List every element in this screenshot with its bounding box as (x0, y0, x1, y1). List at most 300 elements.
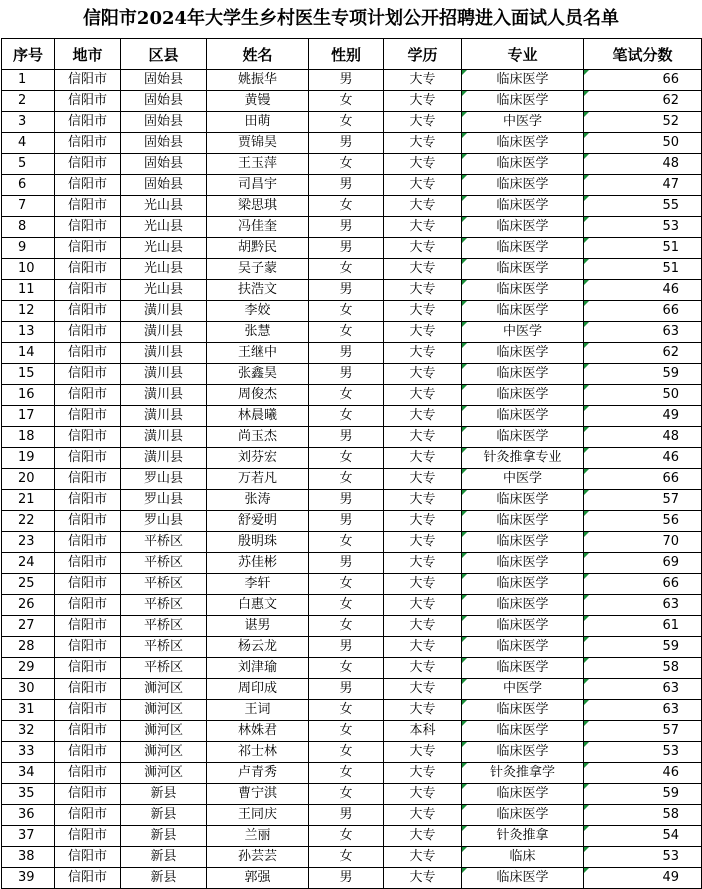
cell-seq: 3 (2, 112, 55, 133)
cell-name: 刘津瑜 (207, 658, 309, 679)
cell-name: 贾锦昊 (207, 133, 309, 154)
cell-county: 固始县 (121, 175, 207, 196)
cell-county: 光山县 (121, 259, 207, 280)
cell-gender: 女 (309, 616, 384, 637)
cell-education: 大专 (384, 679, 462, 700)
cell-name: 张鑫昊 (207, 364, 309, 385)
header-city: 地市 (55, 39, 121, 70)
cell-city: 信阳市 (55, 658, 121, 679)
cell-gender: 女 (309, 259, 384, 280)
cell-seq: 28 (2, 637, 55, 658)
cell-seq: 8 (2, 217, 55, 238)
cell-county: 新县 (121, 805, 207, 826)
cell-major: 临床医学 (462, 133, 584, 154)
candidate-table (1, 38, 702, 889)
cell-education: 大专 (384, 490, 462, 511)
table-row (2, 280, 702, 301)
cell-education: 大专 (384, 385, 462, 406)
cell-education: 大专 (384, 427, 462, 448)
cell-name: 卢青秀 (207, 763, 309, 784)
cell-seq: 24 (2, 553, 55, 574)
cell-major: 临床医学 (462, 175, 584, 196)
cell-gender: 男 (309, 805, 384, 826)
cell-score: 48 (584, 427, 702, 448)
cell-gender: 女 (309, 700, 384, 721)
cell-education: 大专 (384, 133, 462, 154)
cell-major: 临床医学 (462, 217, 584, 238)
cell-score: 66 (584, 469, 702, 490)
table-row (2, 448, 702, 469)
cell-city: 信阳市 (55, 259, 121, 280)
cell-major: 临床医学 (462, 259, 584, 280)
cell-education: 大专 (384, 763, 462, 784)
cell-gender: 女 (309, 322, 384, 343)
table-row (2, 427, 702, 448)
cell-seq: 7 (2, 196, 55, 217)
header-gender: 性别 (309, 39, 384, 70)
cell-name: 田萌 (207, 112, 309, 133)
cell-education: 大专 (384, 658, 462, 679)
table-row (2, 364, 702, 385)
cell-county: 固始县 (121, 133, 207, 154)
cell-education: 大专 (384, 154, 462, 175)
cell-name: 兰丽 (207, 826, 309, 847)
cell-city: 信阳市 (55, 196, 121, 217)
cell-name: 苏佳彬 (207, 553, 309, 574)
cell-gender: 男 (309, 637, 384, 658)
cell-seq: 15 (2, 364, 55, 385)
cell-seq: 31 (2, 700, 55, 721)
cell-name: 郭强 (207, 868, 309, 889)
cell-county: 光山县 (121, 238, 207, 259)
cell-education: 大专 (384, 175, 462, 196)
cell-name: 王同庆 (207, 805, 309, 826)
cell-score: 46 (584, 448, 702, 469)
table-row (2, 532, 702, 553)
cell-name: 王词 (207, 700, 309, 721)
cell-county: 平桥区 (121, 658, 207, 679)
cell-name: 周印成 (207, 679, 309, 700)
cell-city: 信阳市 (55, 595, 121, 616)
cell-score: 63 (584, 679, 702, 700)
cell-gender: 女 (309, 595, 384, 616)
cell-county: 潢川县 (121, 406, 207, 427)
cell-major: 临床医学 (462, 868, 584, 889)
cell-score: 58 (584, 658, 702, 679)
cell-county: 新县 (121, 868, 207, 889)
cell-score: 66 (584, 70, 702, 91)
cell-major: 临床医学 (462, 70, 584, 91)
cell-county: 罗山县 (121, 490, 207, 511)
cell-county: 浉河区 (121, 679, 207, 700)
cell-education: 大专 (384, 91, 462, 112)
table-row (2, 511, 702, 532)
cell-gender: 女 (309, 721, 384, 742)
cell-score: 63 (584, 322, 702, 343)
cell-city: 信阳市 (55, 868, 121, 889)
cell-name: 舒爱明 (207, 511, 309, 532)
table-row (2, 784, 702, 805)
cell-major: 临床医学 (462, 427, 584, 448)
cell-score: 54 (584, 826, 702, 847)
cell-city: 信阳市 (55, 763, 121, 784)
cell-education: 大专 (384, 637, 462, 658)
cell-county: 罗山县 (121, 511, 207, 532)
cell-name: 王继中 (207, 343, 309, 364)
cell-gender: 男 (309, 217, 384, 238)
cell-city: 信阳市 (55, 616, 121, 637)
cell-gender: 女 (309, 574, 384, 595)
cell-seq: 5 (2, 154, 55, 175)
cell-major: 临床医学 (462, 721, 584, 742)
cell-city: 信阳市 (55, 805, 121, 826)
cell-seq: 36 (2, 805, 55, 826)
cell-gender: 女 (309, 742, 384, 763)
cell-county: 平桥区 (121, 616, 207, 637)
cell-major: 临床医学 (462, 364, 584, 385)
cell-seq: 6 (2, 175, 55, 196)
cell-score: 59 (584, 784, 702, 805)
table-row (2, 742, 702, 763)
table-row (2, 763, 702, 784)
table-row (2, 616, 702, 637)
cell-county: 潢川县 (121, 343, 207, 364)
cell-seq: 22 (2, 511, 55, 532)
table-row (2, 658, 702, 679)
cell-name: 周俊杰 (207, 385, 309, 406)
cell-gender: 女 (309, 763, 384, 784)
cell-score: 53 (584, 742, 702, 763)
cell-seq: 34 (2, 763, 55, 784)
cell-county: 平桥区 (121, 637, 207, 658)
cell-score: 48 (584, 154, 702, 175)
cell-city: 信阳市 (55, 301, 121, 322)
cell-major: 临床医学 (462, 637, 584, 658)
cell-seq: 23 (2, 532, 55, 553)
cell-major: 临床医学 (462, 784, 584, 805)
table-row (2, 70, 702, 91)
cell-name: 万若凡 (207, 469, 309, 490)
cell-name: 黄镘 (207, 91, 309, 112)
cell-gender: 女 (309, 847, 384, 868)
cell-gender: 男 (309, 553, 384, 574)
cell-major: 临床 (462, 847, 584, 868)
cell-score: 53 (584, 217, 702, 238)
cell-county: 潢川县 (121, 364, 207, 385)
cell-county: 光山县 (121, 196, 207, 217)
cell-education: 大专 (384, 784, 462, 805)
cell-education: 大专 (384, 805, 462, 826)
cell-city: 信阳市 (55, 70, 121, 91)
cell-city: 信阳市 (55, 343, 121, 364)
cell-education: 大专 (384, 469, 462, 490)
table-row (2, 469, 702, 490)
cell-education: 大专 (384, 847, 462, 868)
cell-education: 大专 (384, 196, 462, 217)
header-name: 姓名 (207, 39, 309, 70)
cell-major: 临床医学 (462, 511, 584, 532)
cell-name: 司昌宇 (207, 175, 309, 196)
table-row (2, 385, 702, 406)
table-row (2, 595, 702, 616)
cell-major: 临床医学 (462, 196, 584, 217)
cell-county: 光山县 (121, 280, 207, 301)
cell-gender: 女 (309, 91, 384, 112)
cell-county: 平桥区 (121, 553, 207, 574)
table-row (2, 574, 702, 595)
cell-seq: 29 (2, 658, 55, 679)
cell-seq: 4 (2, 133, 55, 154)
cell-score: 52 (584, 112, 702, 133)
cell-gender: 男 (309, 427, 384, 448)
cell-name: 梁思琪 (207, 196, 309, 217)
cell-seq: 16 (2, 385, 55, 406)
cell-name: 李轩 (207, 574, 309, 595)
cell-county: 光山县 (121, 217, 207, 238)
cell-name: 王玉萍 (207, 154, 309, 175)
cell-major: 临床医学 (462, 238, 584, 259)
cell-gender: 男 (309, 280, 384, 301)
cell-major: 临床医学 (462, 301, 584, 322)
cell-county: 潢川县 (121, 322, 207, 343)
cell-seq: 21 (2, 490, 55, 511)
cell-city: 信阳市 (55, 238, 121, 259)
header-major: 专业 (462, 39, 584, 70)
cell-city: 信阳市 (55, 700, 121, 721)
cell-seq: 14 (2, 343, 55, 364)
cell-gender: 女 (309, 826, 384, 847)
cell-major: 临床医学 (462, 343, 584, 364)
cell-education: 大专 (384, 238, 462, 259)
cell-seq: 27 (2, 616, 55, 637)
cell-gender: 女 (309, 469, 384, 490)
cell-major: 临床医学 (462, 406, 584, 427)
cell-score: 50 (584, 385, 702, 406)
cell-gender: 男 (309, 70, 384, 91)
cell-gender: 男 (309, 364, 384, 385)
cell-score: 66 (584, 301, 702, 322)
cell-county: 固始县 (121, 91, 207, 112)
cell-seq: 18 (2, 427, 55, 448)
cell-city: 信阳市 (55, 322, 121, 343)
cell-gender: 女 (309, 154, 384, 175)
cell-education: 大专 (384, 406, 462, 427)
cell-name: 胡黔民 (207, 238, 309, 259)
cell-seq: 1 (2, 70, 55, 91)
cell-major: 临床医学 (462, 280, 584, 301)
table-row (2, 259, 702, 280)
cell-major: 针灸推拿专业 (462, 448, 584, 469)
table-row (2, 700, 702, 721)
cell-major: 临床医学 (462, 595, 584, 616)
cell-county: 罗山县 (121, 469, 207, 490)
cell-gender: 男 (309, 175, 384, 196)
cell-education: 大专 (384, 217, 462, 238)
cell-education: 大专 (384, 700, 462, 721)
cell-education: 大专 (384, 595, 462, 616)
cell-county: 新县 (121, 826, 207, 847)
cell-seq: 20 (2, 469, 55, 490)
cell-seq: 19 (2, 448, 55, 469)
cell-city: 信阳市 (55, 637, 121, 658)
cell-name: 扶浩文 (207, 280, 309, 301)
cell-city: 信阳市 (55, 406, 121, 427)
cell-city: 信阳市 (55, 154, 121, 175)
cell-gender: 男 (309, 679, 384, 700)
cell-score: 51 (584, 259, 702, 280)
header-education: 学历 (384, 39, 462, 70)
cell-major: 针灸推拿学 (462, 763, 584, 784)
cell-city: 信阳市 (55, 574, 121, 595)
table-row (2, 133, 702, 154)
cell-major: 中医学 (462, 322, 584, 343)
table-row (2, 91, 702, 112)
cell-score: 62 (584, 343, 702, 364)
cell-score: 66 (584, 574, 702, 595)
cell-education: 大专 (384, 532, 462, 553)
cell-county: 新县 (121, 847, 207, 868)
cell-major: 临床医学 (462, 700, 584, 721)
cell-major: 临床医学 (462, 805, 584, 826)
table-row (2, 805, 702, 826)
cell-seq: 26 (2, 595, 55, 616)
cell-education: 大专 (384, 553, 462, 574)
cell-major: 临床医学 (462, 658, 584, 679)
cell-gender: 男 (309, 343, 384, 364)
cell-score: 49 (584, 868, 702, 889)
cell-seq: 9 (2, 238, 55, 259)
cell-city: 信阳市 (55, 784, 121, 805)
cell-major: 临床医学 (462, 742, 584, 763)
cell-city: 信阳市 (55, 490, 121, 511)
cell-score: 63 (584, 595, 702, 616)
cell-county: 平桥区 (121, 574, 207, 595)
cell-education: 大专 (384, 826, 462, 847)
cell-score: 46 (584, 280, 702, 301)
table-row (2, 406, 702, 427)
cell-city: 信阳市 (55, 280, 121, 301)
cell-major: 临床医学 (462, 91, 584, 112)
cell-name: 李姣 (207, 301, 309, 322)
cell-city: 信阳市 (55, 742, 121, 763)
document-title: 信阳市2024年大学生乡村医生专项计划公开招聘进入面试人员名单 (82, 8, 620, 29)
cell-score: 57 (584, 721, 702, 742)
cell-county: 新县 (121, 784, 207, 805)
cell-score: 58 (584, 805, 702, 826)
cell-gender: 男 (309, 868, 384, 889)
cell-name: 张涛 (207, 490, 309, 511)
cell-city: 信阳市 (55, 721, 121, 742)
cell-city: 信阳市 (55, 553, 121, 574)
cell-education: 大专 (384, 364, 462, 385)
cell-county: 潢川县 (121, 427, 207, 448)
cell-gender: 女 (309, 784, 384, 805)
cell-county: 浉河区 (121, 700, 207, 721)
cell-county: 固始县 (121, 154, 207, 175)
cell-gender: 女 (309, 532, 384, 553)
cell-name: 孙芸芸 (207, 847, 309, 868)
cell-education: 大专 (384, 322, 462, 343)
table-row (2, 238, 702, 259)
cell-education: 大专 (384, 868, 462, 889)
cell-county: 浉河区 (121, 721, 207, 742)
cell-seq: 38 (2, 847, 55, 868)
cell-gender: 男 (309, 490, 384, 511)
cell-gender: 女 (309, 658, 384, 679)
cell-gender: 男 (309, 238, 384, 259)
header-score: 笔试分数 (584, 39, 702, 70)
cell-major: 临床医学 (462, 553, 584, 574)
cell-score: 61 (584, 616, 702, 637)
table-row (2, 679, 702, 700)
cell-gender: 男 (309, 133, 384, 154)
cell-city: 信阳市 (55, 532, 121, 553)
table-row (2, 490, 702, 511)
cell-major: 临床医学 (462, 616, 584, 637)
cell-major: 针灸推拿 (462, 826, 584, 847)
header-seq: 序号 (2, 39, 55, 70)
cell-name: 曹宁淇 (207, 784, 309, 805)
cell-gender: 女 (309, 196, 384, 217)
cell-seq: 13 (2, 322, 55, 343)
cell-score: 53 (584, 847, 702, 868)
cell-gender: 女 (309, 385, 384, 406)
cell-score: 56 (584, 511, 702, 532)
cell-name: 林晨曦 (207, 406, 309, 427)
cell-county: 平桥区 (121, 595, 207, 616)
cell-education: 大专 (384, 259, 462, 280)
cell-seq: 39 (2, 868, 55, 889)
cell-city: 信阳市 (55, 385, 121, 406)
table-row (2, 721, 702, 742)
cell-gender: 男 (309, 511, 384, 532)
cell-seq: 12 (2, 301, 55, 322)
cell-name: 冯佳奎 (207, 217, 309, 238)
table-row (2, 154, 702, 175)
cell-gender: 女 (309, 112, 384, 133)
cell-education: 大专 (384, 301, 462, 322)
cell-seq: 25 (2, 574, 55, 595)
cell-major: 中医学 (462, 112, 584, 133)
cell-city: 信阳市 (55, 469, 121, 490)
table-row (2, 112, 702, 133)
cell-city: 信阳市 (55, 826, 121, 847)
cell-education: 大专 (384, 280, 462, 301)
cell-city: 信阳市 (55, 364, 121, 385)
cell-score: 59 (584, 637, 702, 658)
cell-education: 大专 (384, 742, 462, 763)
cell-score: 51 (584, 238, 702, 259)
cell-name: 尚玉杰 (207, 427, 309, 448)
cell-name: 白惠文 (207, 595, 309, 616)
cell-seq: 11 (2, 280, 55, 301)
cell-name: 殷明珠 (207, 532, 309, 553)
table-row (2, 553, 702, 574)
cell-score: 63 (584, 700, 702, 721)
cell-score: 46 (584, 763, 702, 784)
table-row (2, 637, 702, 658)
header-county: 区县 (121, 39, 207, 70)
cell-city: 信阳市 (55, 427, 121, 448)
cell-city: 信阳市 (55, 679, 121, 700)
cell-seq: 35 (2, 784, 55, 805)
cell-name: 祁士林 (207, 742, 309, 763)
table-row (2, 847, 702, 868)
cell-score: 70 (584, 532, 702, 553)
cell-city: 信阳市 (55, 175, 121, 196)
cell-score: 62 (584, 91, 702, 112)
cell-education: 大专 (384, 511, 462, 532)
